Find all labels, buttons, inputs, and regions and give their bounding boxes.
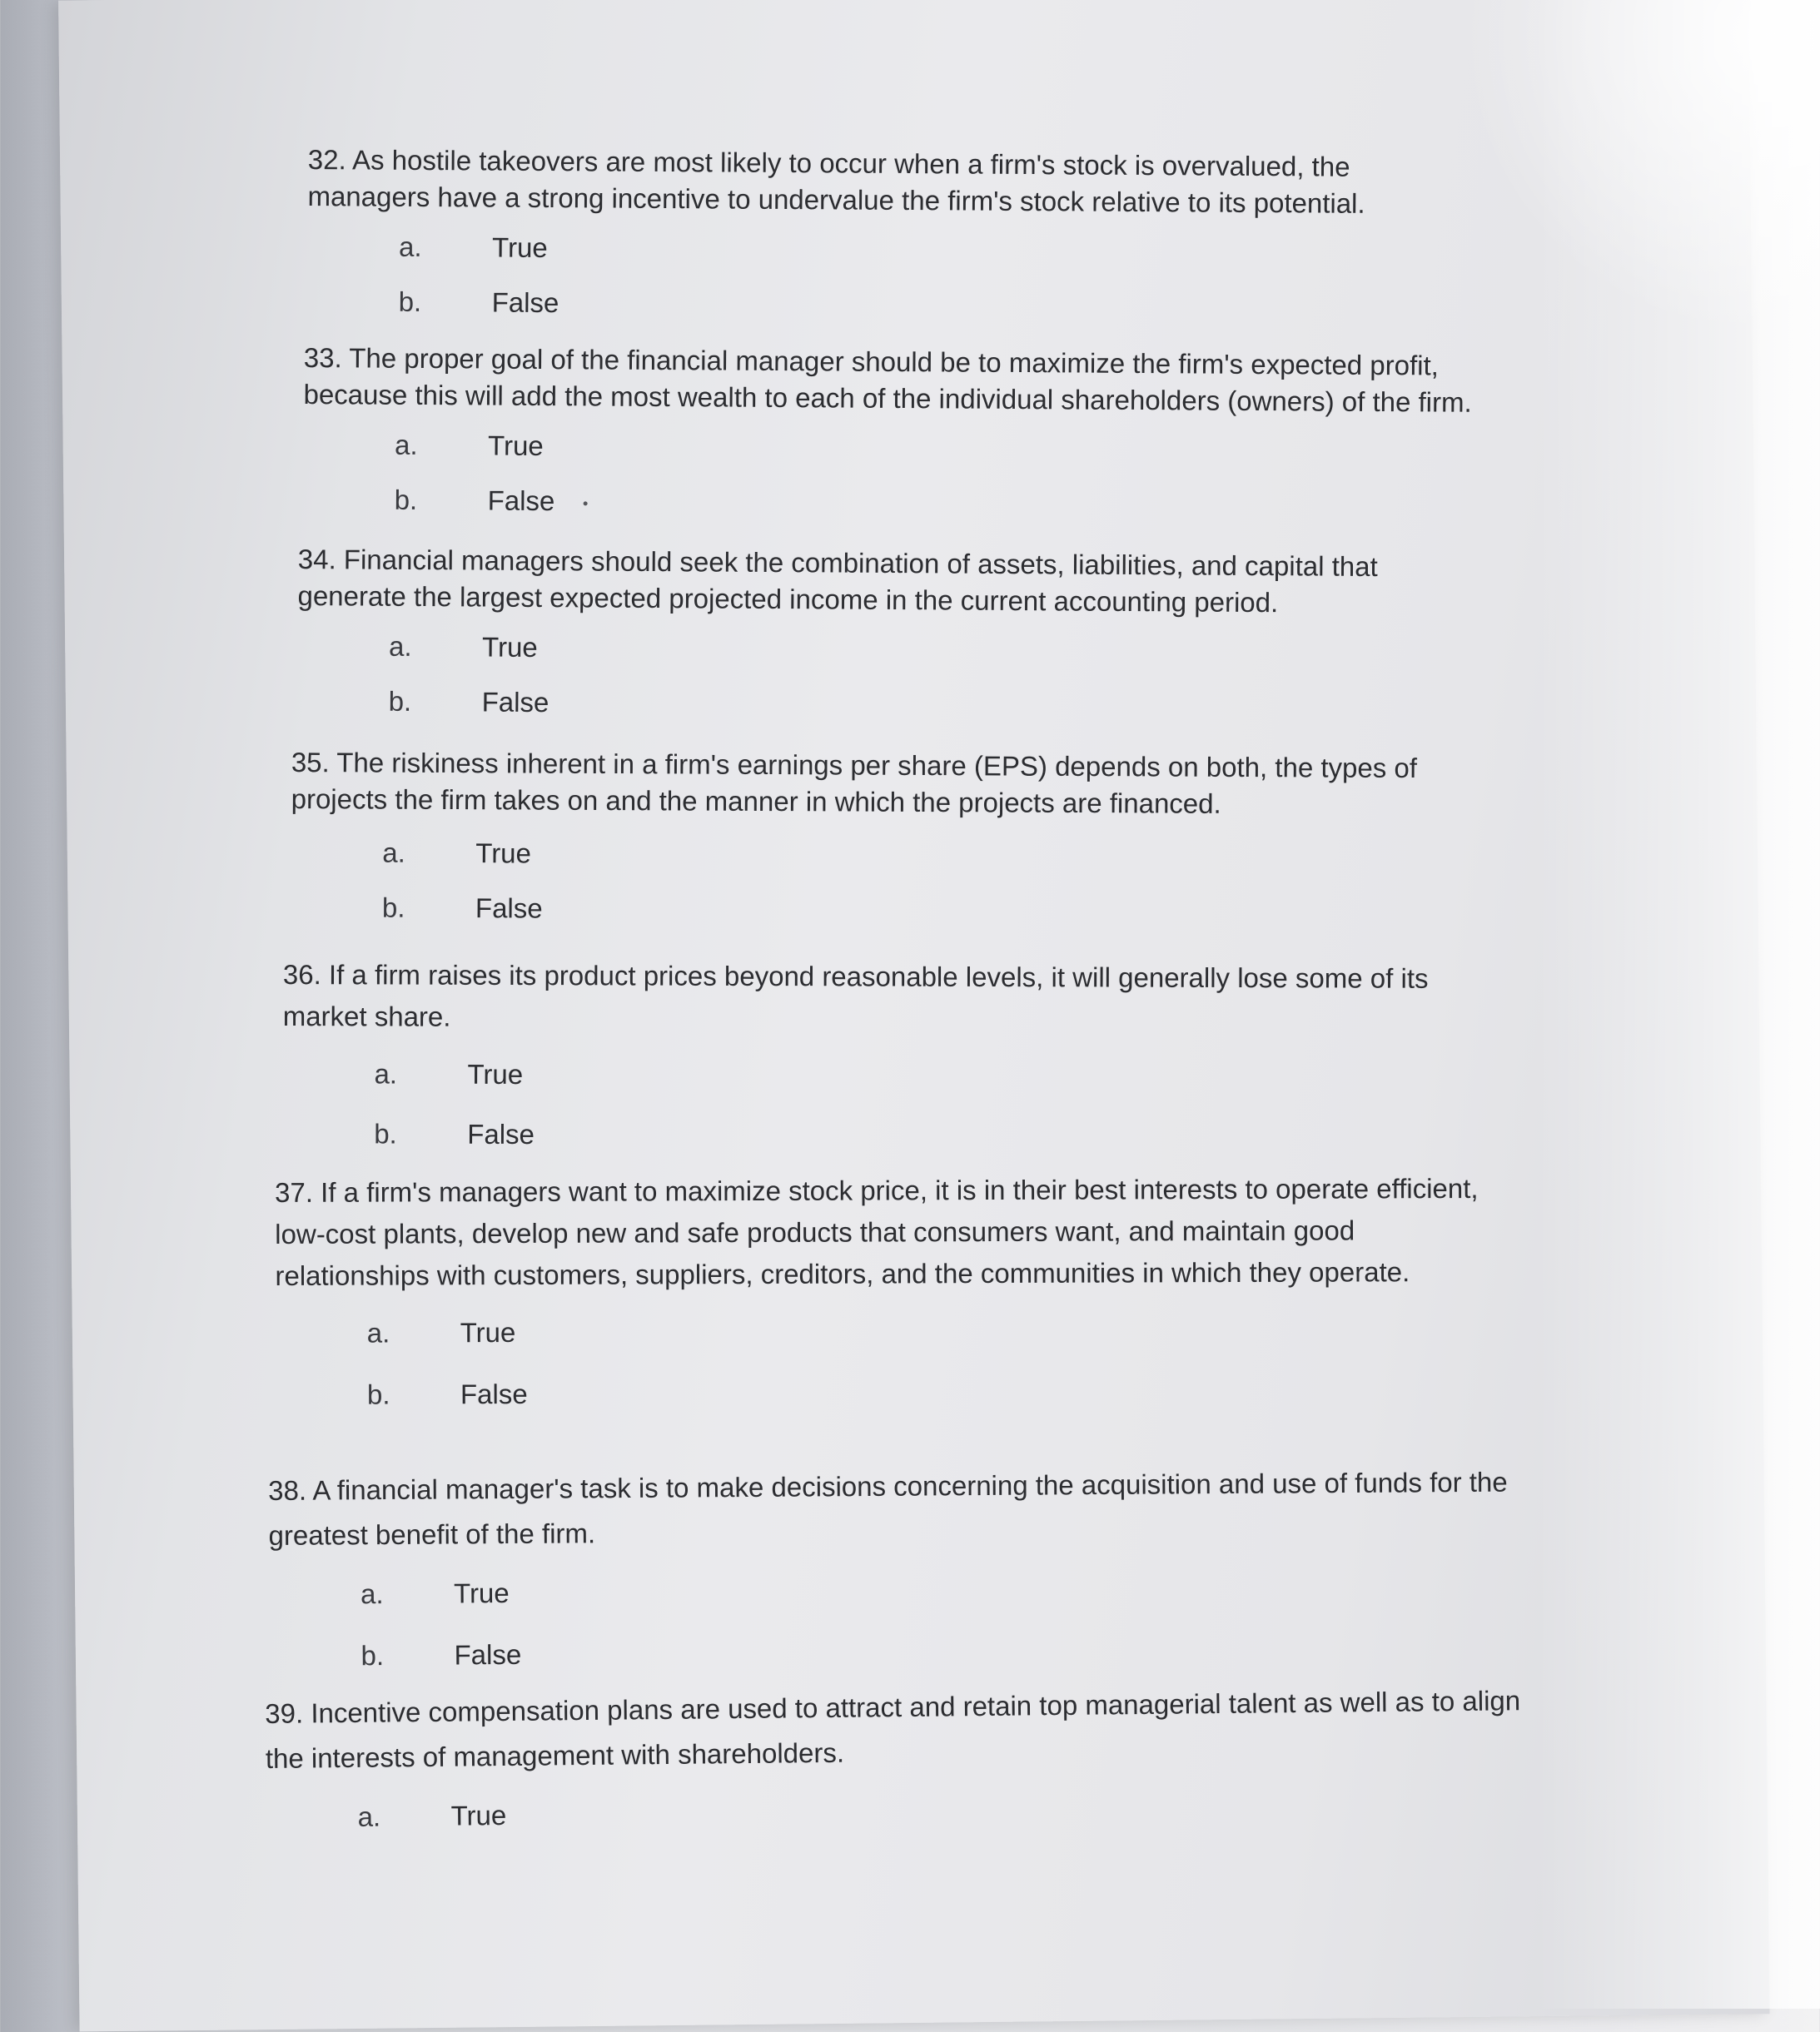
question-text: 35. The riskiness inherent in a firm's earnings per share (EPS) depends on both, the types of projects the firm takes on and the manner in which the projects are financed. xyxy=(291,746,1418,819)
option-a[interactable] xyxy=(282,1047,1514,1111)
option-b[interactable] xyxy=(302,473,1509,536)
question-text: 33. The proper goal of the financial manager should be to maximize the firm's expected profit, because this will add the most wealth to each of the individual shareholders (owners) of the firm. xyxy=(303,341,1472,418)
question-text: 39. Incentive compensation plans are used to attract and retain top managerial talent as well as to align the interests of management with shareholders. xyxy=(265,1685,1521,1774)
option-label: False xyxy=(454,1638,522,1671)
option-letter: b. xyxy=(388,685,412,717)
option-b[interactable] xyxy=(296,674,1429,737)
option-a[interactable] xyxy=(297,619,1430,682)
option-a[interactable] xyxy=(276,1303,1483,1369)
option-a[interactable] xyxy=(291,826,1481,887)
option-label: True xyxy=(467,1058,524,1091)
option-letter: a. xyxy=(374,1058,398,1090)
question-35 xyxy=(291,744,1482,946)
option-letter: a. xyxy=(398,231,422,262)
option-label: False xyxy=(460,1378,528,1410)
option-letter: a. xyxy=(388,630,412,662)
question-36 xyxy=(282,954,1515,1171)
question-32 xyxy=(306,142,1407,337)
option-label: True xyxy=(487,430,544,462)
option-b[interactable] xyxy=(276,1364,1483,1430)
question-text: 32. As hostile takeovers are most likely to occur when a firm's stock is overvalued, the managers have a strong incentive to undervalue the firm's stock relative to its potential. xyxy=(307,143,1365,219)
option-a[interactable] xyxy=(303,418,1510,481)
stray-mark xyxy=(583,501,587,505)
option-b[interactable] xyxy=(282,1107,1514,1171)
option-b[interactable] xyxy=(291,881,1481,946)
question-text: 36. If a firm raises its product prices beyond reasonable levels, it will generally lose some of its market share. xyxy=(282,959,1429,1032)
option-letter: b. xyxy=(381,892,405,923)
question-text: 37. If a firm's managers want to maximize stock price, it is in their best interests to operate efficient, low-cost plants, develop new and safe products that consumers want, and maintain good relationships with customers, suppliers, creditors, and the communities in which they operate. xyxy=(275,1172,1479,1291)
option-label: True xyxy=(450,1799,507,1831)
option-letter: b. xyxy=(394,484,418,515)
option-a[interactable] xyxy=(307,220,1406,282)
option-letter: a. xyxy=(394,429,418,460)
question-33 xyxy=(302,340,1511,536)
option-label: True xyxy=(460,1316,516,1349)
question-text: 34. Financial managers should seek the combination of assets, liabilities, and capital that generate the largest expected projected income in the current accounting period. xyxy=(297,543,1378,619)
option-label: False xyxy=(467,1118,535,1150)
question-text: 38. A financial manager's task is to make decisions concerning the acquisition and use of funds for the greatest benefit of the firm. xyxy=(268,1466,1508,1551)
option-label: False xyxy=(481,686,549,718)
option-label: False xyxy=(491,286,559,319)
question-37 xyxy=(275,1168,1483,1430)
option-label: False xyxy=(475,892,543,924)
option-letter: b. xyxy=(398,286,422,317)
option-label: True xyxy=(491,231,548,264)
question-39 xyxy=(265,1678,1565,1853)
question-34 xyxy=(296,541,1430,737)
question-38 xyxy=(268,1459,1552,1692)
option-label: True xyxy=(481,631,538,663)
option-label xyxy=(488,483,588,520)
option-a[interactable] xyxy=(269,1559,1551,1630)
option-label: True xyxy=(475,837,532,869)
option-letter: b. xyxy=(366,1379,390,1410)
option-label-text: False xyxy=(487,484,555,517)
option-letter: b. xyxy=(374,1118,397,1150)
option-label: True xyxy=(453,1577,510,1609)
option-letter: a. xyxy=(382,837,405,868)
option-letter: b. xyxy=(361,1640,385,1672)
option-b[interactable] xyxy=(306,275,1405,337)
option-letter: a. xyxy=(360,1578,384,1610)
option-letter: a. xyxy=(366,1317,390,1349)
option-letter: a. xyxy=(357,1801,381,1832)
